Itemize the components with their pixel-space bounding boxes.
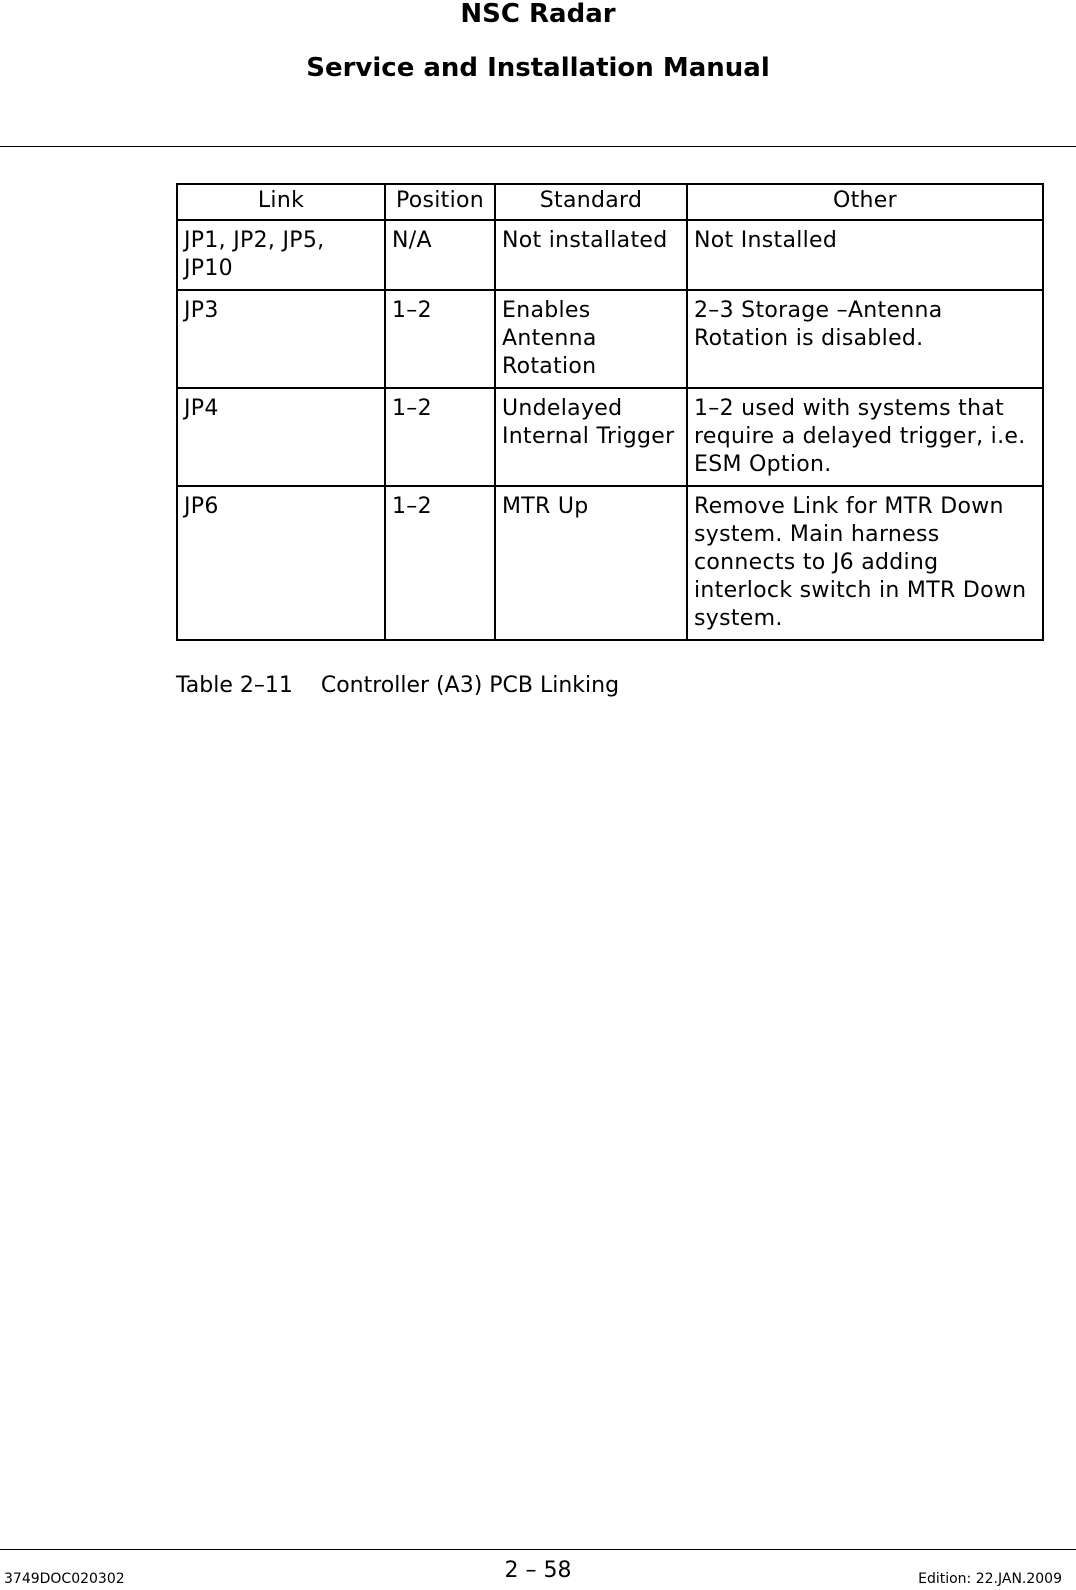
pcb-linking-table bbox=[176, 183, 1044, 641]
column-header-standard: Standard bbox=[495, 184, 687, 220]
cell-position: 1–2 bbox=[385, 388, 495, 486]
page-number: 2 – 58 bbox=[504, 1558, 572, 1583]
cell-standard: Enables Antenna Rotation bbox=[495, 290, 687, 388]
document-title: NSC Radar bbox=[460, 0, 616, 29]
header-divider bbox=[0, 146, 1076, 147]
cell-link: JP6 bbox=[177, 486, 385, 640]
table-header-row bbox=[177, 184, 1043, 220]
cell-position: 1–2 bbox=[385, 290, 495, 388]
cell-standard: Undelayed Internal Trigger bbox=[495, 388, 687, 486]
table-row bbox=[177, 486, 1043, 640]
cell-link: JP4 bbox=[177, 388, 385, 486]
cell-position: N/A bbox=[385, 220, 495, 290]
edition-date: Edition: 22.JAN.2009 bbox=[918, 1571, 1062, 1587]
cell-other: Remove Link for MTR Down system. Main harness connects to J6 adding interlock switch in MTR Down system. bbox=[687, 486, 1043, 640]
document-subtitle: Service and Installation Manual bbox=[306, 53, 770, 83]
cell-position: 1–2 bbox=[385, 486, 495, 640]
cell-standard: Not installated bbox=[495, 220, 687, 290]
document-code: 3749DOC020302 bbox=[4, 1571, 125, 1587]
column-header-position: Position bbox=[385, 184, 495, 220]
table-row bbox=[177, 290, 1043, 388]
column-header-other: Other bbox=[687, 184, 1043, 220]
cell-other: 2–3 Storage –Antenna Rotation is disabled. bbox=[687, 290, 1043, 388]
cell-other: Not Installed bbox=[687, 220, 1043, 290]
table-row bbox=[177, 388, 1043, 486]
cell-other: 1–2 used with systems that require a delayed trigger, i.e. ESM Option. bbox=[687, 388, 1043, 486]
table-row bbox=[177, 220, 1043, 290]
column-header-link: Link bbox=[177, 184, 385, 220]
cell-link: JP1, JP2, JP5, JP10 bbox=[177, 220, 385, 290]
cell-link: JP3 bbox=[177, 290, 385, 388]
cell-standard: MTR Up bbox=[495, 486, 687, 640]
table-caption: Table 2–11 Controller (A3) PCB Linking bbox=[176, 673, 620, 698]
footer-divider bbox=[0, 1549, 1076, 1550]
